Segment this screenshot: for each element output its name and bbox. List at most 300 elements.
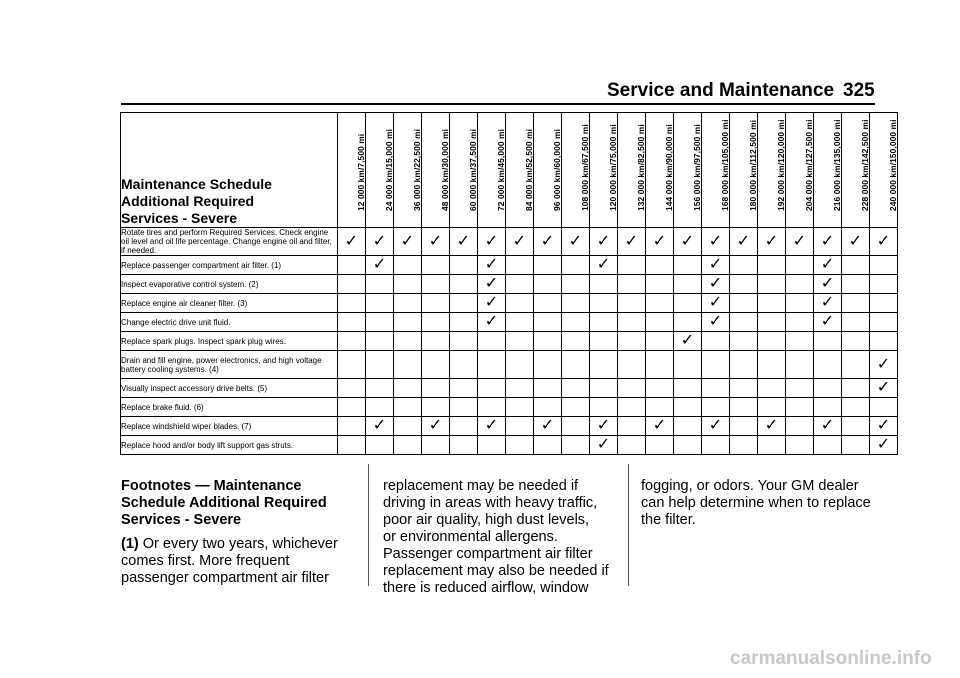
- empty-cell: [422, 379, 450, 398]
- empty-cell: [422, 398, 450, 417]
- interval-label: 228 000 km/142,500 mi: [859, 119, 870, 211]
- empty-cell: [786, 332, 814, 351]
- empty-cell: [338, 379, 366, 398]
- empty-cell: [422, 256, 450, 275]
- interval-column-header: [366, 113, 394, 228]
- empty-cell: [534, 332, 562, 351]
- table-row: [121, 379, 898, 398]
- schedule-title-line: Maintenance Schedule: [121, 176, 272, 192]
- empty-cell: [394, 332, 422, 351]
- empty-cell: [534, 436, 562, 455]
- schedule-title-line: Additional Required: [121, 193, 254, 209]
- checkmark-icon: ✓: [870, 436, 898, 455]
- table-body: [121, 228, 898, 455]
- interval-label: 120 000 km/75,000 mi: [607, 124, 618, 211]
- table-header-row: [121, 113, 898, 228]
- interval-label: 144 000 km/90,000 mi: [663, 124, 674, 211]
- checkmark-icon: ✓: [646, 417, 674, 436]
- empty-cell: [478, 351, 506, 379]
- empty-cell: [870, 313, 898, 332]
- service-item-label: Replace passenger compartment air filter. (1): [121, 256, 338, 275]
- empty-cell: [730, 379, 758, 398]
- empty-cell: [842, 275, 870, 294]
- empty-cell: [534, 398, 562, 417]
- empty-cell: [786, 294, 814, 313]
- checkmark-icon: ✓: [366, 228, 394, 256]
- footnote-line: or environmental allergens.: [383, 529, 558, 545]
- empty-cell: [366, 398, 394, 417]
- empty-cell: [842, 379, 870, 398]
- checkmark-icon: ✓: [646, 228, 674, 256]
- checkmark-icon: ✓: [338, 228, 366, 256]
- empty-cell: [366, 275, 394, 294]
- empty-cell: [674, 398, 702, 417]
- service-item-label: Change electric drive unit fluid.: [121, 313, 338, 332]
- checkmark-icon: ✓: [534, 228, 562, 256]
- footnote-line: the filter.: [641, 512, 696, 528]
- empty-cell: [870, 275, 898, 294]
- empty-cell: [394, 256, 422, 275]
- checkmark-icon: ✓: [702, 417, 730, 436]
- empty-cell: [758, 332, 786, 351]
- checkmark-icon: ✓: [730, 228, 758, 256]
- table-row: [121, 256, 898, 275]
- empty-cell: [506, 256, 534, 275]
- checkmark-icon: ✓: [618, 228, 646, 256]
- interval-column-header: [730, 113, 758, 228]
- service-item-label: Replace hood and/or body lift support gas struts.: [121, 436, 338, 455]
- interval-label: 108 000 km/67,500 mi: [579, 124, 590, 211]
- empty-cell: [562, 256, 590, 275]
- empty-cell: [730, 436, 758, 455]
- checkmark-icon: ✓: [814, 256, 842, 275]
- interval-label: 48 000 km/30,000 mi: [439, 129, 450, 211]
- empty-cell: [646, 351, 674, 379]
- empty-cell: [562, 379, 590, 398]
- interval-column-header: [870, 113, 898, 228]
- empty-cell: [646, 275, 674, 294]
- checkmark-icon: ✓: [702, 228, 730, 256]
- empty-cell: [534, 379, 562, 398]
- footnote-line: comes first. More frequent: [121, 553, 290, 569]
- interval-column-header: [814, 113, 842, 228]
- footnotes-column-2: [383, 478, 628, 597]
- empty-cell: [506, 275, 534, 294]
- empty-cell: [674, 351, 702, 379]
- empty-cell: [674, 294, 702, 313]
- checkmark-icon: ✓: [702, 294, 730, 313]
- interval-label: 192 000 km/120,000 mi: [775, 119, 786, 211]
- checkmark-icon: ✓: [450, 228, 478, 256]
- schedule-title-line: Services - Severe: [121, 210, 237, 226]
- footnote-line: can help determine when to replace: [641, 495, 871, 511]
- checkmark-icon: ✓: [702, 275, 730, 294]
- empty-cell: [842, 256, 870, 275]
- interval-column-header: [786, 113, 814, 228]
- empty-cell: [450, 275, 478, 294]
- checkmark-icon: ✓: [814, 228, 842, 256]
- interval-label: 216 000 km/135,000 mi: [831, 119, 842, 211]
- empty-cell: [842, 294, 870, 313]
- footnote-line: Passenger compartment air filter: [383, 546, 593, 562]
- empty-cell: [394, 398, 422, 417]
- empty-cell: [562, 294, 590, 313]
- empty-cell: [786, 436, 814, 455]
- empty-cell: [730, 351, 758, 379]
- empty-cell: [394, 417, 422, 436]
- empty-cell: [450, 332, 478, 351]
- empty-cell: [338, 332, 366, 351]
- empty-cell: [842, 332, 870, 351]
- empty-cell: [758, 436, 786, 455]
- empty-cell: [478, 332, 506, 351]
- empty-cell: [674, 417, 702, 436]
- empty-cell: [730, 275, 758, 294]
- empty-cell: [646, 332, 674, 351]
- empty-cell: [730, 417, 758, 436]
- empty-cell: [870, 398, 898, 417]
- checkmark-icon: ✓: [870, 228, 898, 256]
- page-number: 325: [843, 80, 875, 101]
- empty-cell: [562, 398, 590, 417]
- interval-label: 132 000 km/82,500 mi: [635, 124, 646, 211]
- empty-cell: [562, 417, 590, 436]
- interval-label: 180 000 km/112,500 mi: [747, 119, 758, 211]
- empty-cell: [366, 294, 394, 313]
- empty-cell: [646, 256, 674, 275]
- footnote-line: there is reduced airflow, window: [383, 580, 589, 596]
- interval-column-header: [394, 113, 422, 228]
- footnotes-title-line: Footnotes — Maintenance: [121, 478, 302, 494]
- empty-cell: [814, 436, 842, 455]
- empty-cell: [562, 313, 590, 332]
- checkmark-icon: ✓: [478, 275, 506, 294]
- empty-cell: [702, 436, 730, 455]
- empty-cell: [338, 275, 366, 294]
- empty-cell: [842, 351, 870, 379]
- empty-cell: [338, 417, 366, 436]
- interval-label: 60 000 km/37,500 mi: [467, 129, 478, 211]
- empty-cell: [618, 256, 646, 275]
- empty-cell: [786, 351, 814, 379]
- footnote-line: replacement may be needed if: [383, 478, 579, 494]
- footnote-line: poor air quality, high dust levels,: [383, 512, 590, 528]
- empty-cell: [702, 332, 730, 351]
- checkmark-icon: ✓: [394, 228, 422, 256]
- empty-cell: [450, 436, 478, 455]
- empty-cell: [618, 332, 646, 351]
- empty-cell: [814, 379, 842, 398]
- empty-cell: [534, 294, 562, 313]
- interval-label: 36 000 km/22,500 mi: [411, 129, 422, 211]
- empty-cell: [450, 351, 478, 379]
- empty-cell: [478, 436, 506, 455]
- interval-column-header: [646, 113, 674, 228]
- checkmark-icon: ✓: [674, 332, 702, 351]
- empty-cell: [534, 275, 562, 294]
- empty-cell: [758, 294, 786, 313]
- interval-column-header: [674, 113, 702, 228]
- empty-cell: [758, 351, 786, 379]
- maintenance-schedule-table: [120, 112, 898, 455]
- empty-cell: [814, 398, 842, 417]
- empty-cell: [422, 436, 450, 455]
- empty-cell: [842, 313, 870, 332]
- footnotes-title-line: Schedule Additional Required: [121, 495, 327, 511]
- empty-cell: [674, 436, 702, 455]
- checkmark-icon: ✓: [366, 256, 394, 275]
- empty-cell: [674, 313, 702, 332]
- column-divider: [628, 464, 629, 586]
- interval-column-header: [618, 113, 646, 228]
- table-row: [121, 417, 898, 436]
- checkmark-icon: ✓: [478, 313, 506, 332]
- footnote-line: fogging, or odors. Your GM dealer: [641, 478, 859, 494]
- checkmark-icon: ✓: [814, 275, 842, 294]
- interval-column-header: [758, 113, 786, 228]
- empty-cell: [870, 332, 898, 351]
- checkmark-icon: ✓: [702, 256, 730, 275]
- empty-cell: [534, 351, 562, 379]
- empty-cell: [730, 294, 758, 313]
- empty-cell: [506, 398, 534, 417]
- empty-cell: [394, 275, 422, 294]
- empty-cell: [534, 256, 562, 275]
- footnote-number: (1): [121, 536, 139, 552]
- empty-cell: [758, 275, 786, 294]
- empty-cell: [674, 256, 702, 275]
- footnote-text: Or every two years, whichever: [138, 536, 338, 552]
- empty-cell: [338, 351, 366, 379]
- empty-cell: [366, 436, 394, 455]
- footnotes-title: [121, 478, 361, 529]
- empty-cell: [562, 332, 590, 351]
- empty-cell: [450, 256, 478, 275]
- empty-cell: [366, 379, 394, 398]
- interval-column-header: [534, 113, 562, 228]
- interval-label: 24 000 km/15,000 mi: [383, 129, 394, 211]
- footnote-line: replacement may also be needed if: [383, 563, 609, 579]
- empty-cell: [590, 398, 618, 417]
- column-divider: [368, 464, 369, 586]
- interval-column-header: [478, 113, 506, 228]
- empty-cell: [730, 398, 758, 417]
- checkmark-icon: ✓: [422, 417, 450, 436]
- empty-cell: [618, 379, 646, 398]
- service-item-label: Rotate tires and perform Required Services. Check engine oil level and oil life percentage. Change engine oil and filter, if needed.: [121, 228, 338, 256]
- footnote-line: [121, 536, 361, 553]
- empty-cell: [478, 398, 506, 417]
- interval-label: 204 000 km/127,500 mi: [803, 119, 814, 211]
- checkmark-icon: ✓: [758, 417, 786, 436]
- empty-cell: [450, 398, 478, 417]
- interval-label: 168 000 km/105,000 mi: [719, 119, 730, 211]
- checkmark-icon: ✓: [786, 228, 814, 256]
- interval-label: 96 000 km/60,000 mi: [551, 129, 562, 211]
- empty-cell: [590, 351, 618, 379]
- empty-cell: [506, 436, 534, 455]
- empty-cell: [394, 313, 422, 332]
- empty-cell: [870, 294, 898, 313]
- interval-column-header: [450, 113, 478, 228]
- empty-cell: [758, 398, 786, 417]
- empty-cell: [674, 379, 702, 398]
- empty-cell: [590, 379, 618, 398]
- footnotes-column-3: [641, 478, 886, 529]
- checkmark-icon: ✓: [478, 294, 506, 313]
- table-row: [121, 275, 898, 294]
- empty-cell: [506, 351, 534, 379]
- checkmark-icon: ✓: [590, 256, 618, 275]
- empty-cell: [870, 256, 898, 275]
- page-header-title: Service and Maintenance: [607, 80, 835, 101]
- checkmark-icon: ✓: [870, 417, 898, 436]
- empty-cell: [394, 294, 422, 313]
- checkmark-icon: ✓: [590, 417, 618, 436]
- empty-cell: [618, 294, 646, 313]
- empty-cell: [618, 313, 646, 332]
- interval-column-header: [590, 113, 618, 228]
- checkmark-icon: ✓: [506, 228, 534, 256]
- empty-cell: [758, 313, 786, 332]
- empty-cell: [506, 294, 534, 313]
- empty-cell: [590, 332, 618, 351]
- empty-cell: [842, 436, 870, 455]
- empty-cell: [422, 275, 450, 294]
- empty-cell: [786, 379, 814, 398]
- checkmark-icon: ✓: [590, 228, 618, 256]
- interval-label: 84 000 km/52,500 mi: [523, 129, 534, 211]
- empty-cell: [842, 398, 870, 417]
- empty-cell: [394, 351, 422, 379]
- empty-cell: [590, 275, 618, 294]
- interval-column-header: [562, 113, 590, 228]
- schedule-title: [121, 113, 338, 228]
- empty-cell: [730, 256, 758, 275]
- empty-cell: [422, 294, 450, 313]
- empty-cell: [730, 313, 758, 332]
- empty-cell: [702, 398, 730, 417]
- empty-cell: [618, 275, 646, 294]
- empty-cell: [366, 332, 394, 351]
- footnote-1: [121, 536, 361, 587]
- empty-cell: [730, 332, 758, 351]
- empty-cell: [590, 294, 618, 313]
- checkmark-icon: ✓: [814, 313, 842, 332]
- empty-cell: [338, 294, 366, 313]
- empty-cell: [338, 313, 366, 332]
- interval-label: 240 000 km/150,000 mi: [887, 119, 898, 211]
- empty-cell: [758, 379, 786, 398]
- table-row: [121, 332, 898, 351]
- empty-cell: [646, 313, 674, 332]
- empty-cell: [366, 351, 394, 379]
- checkmark-icon: ✓: [478, 417, 506, 436]
- empty-cell: [786, 313, 814, 332]
- empty-cell: [562, 351, 590, 379]
- checkmark-icon: ✓: [534, 417, 562, 436]
- empty-cell: [422, 351, 450, 379]
- empty-cell: [646, 379, 674, 398]
- empty-cell: [450, 294, 478, 313]
- checkmark-icon: ✓: [814, 294, 842, 313]
- empty-cell: [338, 256, 366, 275]
- empty-cell: [506, 417, 534, 436]
- service-item-label: Inspect evaporative control system. (2): [121, 275, 338, 294]
- interval-column-header: [506, 113, 534, 228]
- empty-cell: [786, 417, 814, 436]
- empty-cell: [450, 313, 478, 332]
- checkmark-icon: ✓: [590, 436, 618, 455]
- empty-cell: [450, 379, 478, 398]
- footnotes-column-1: [121, 478, 361, 587]
- checkmark-icon: ✓: [366, 417, 394, 436]
- table-row: [121, 436, 898, 455]
- empty-cell: [646, 294, 674, 313]
- empty-cell: [506, 379, 534, 398]
- empty-cell: [814, 351, 842, 379]
- checkmark-icon: ✓: [478, 256, 506, 275]
- empty-cell: [562, 436, 590, 455]
- interval-label: 156 000 km/97,500 mi: [691, 124, 702, 211]
- service-item-label: Drain and fill engine, power electronics, and high voltage battery cooling systems. (4): [121, 351, 338, 379]
- empty-cell: [646, 398, 674, 417]
- service-item-label: Visually inspect accessory drive belts. (5): [121, 379, 338, 398]
- empty-cell: [394, 436, 422, 455]
- interval-column-header: [338, 113, 366, 228]
- empty-cell: [758, 256, 786, 275]
- service-item-label: Replace spark plugs. Inspect spark plug wires.: [121, 332, 338, 351]
- empty-cell: [422, 313, 450, 332]
- service-item-label: Replace brake fluid. (6): [121, 398, 338, 417]
- empty-cell: [506, 332, 534, 351]
- empty-cell: [338, 398, 366, 417]
- service-item-label: Replace windshield wiper blades. (7): [121, 417, 338, 436]
- empty-cell: [786, 398, 814, 417]
- checkmark-icon: ✓: [814, 417, 842, 436]
- empty-cell: [562, 275, 590, 294]
- empty-cell: [814, 332, 842, 351]
- footnotes-title-line: Services - Severe: [121, 512, 242, 528]
- interval-column-header: [842, 113, 870, 228]
- empty-cell: [394, 379, 422, 398]
- empty-cell: [506, 313, 534, 332]
- checkmark-icon: ✓: [758, 228, 786, 256]
- header-rule: [121, 103, 875, 105]
- interval-column-header: [702, 113, 730, 228]
- empty-cell: [702, 379, 730, 398]
- empty-cell: [674, 275, 702, 294]
- interval-label: 72 000 km/45,000 mi: [495, 129, 506, 211]
- table-row: [121, 294, 898, 313]
- checkmark-icon: ✓: [562, 228, 590, 256]
- empty-cell: [590, 313, 618, 332]
- empty-cell: [842, 417, 870, 436]
- empty-cell: [534, 313, 562, 332]
- empty-cell: [366, 313, 394, 332]
- empty-cell: [618, 436, 646, 455]
- checkmark-icon: ✓: [870, 351, 898, 379]
- checkmark-icon: ✓: [478, 228, 506, 256]
- table-row: [121, 313, 898, 332]
- empty-cell: [450, 417, 478, 436]
- empty-cell: [422, 332, 450, 351]
- checkmark-icon: ✓: [702, 313, 730, 332]
- empty-cell: [702, 351, 730, 379]
- empty-cell: [618, 398, 646, 417]
- table-row: [121, 351, 898, 379]
- empty-cell: [786, 275, 814, 294]
